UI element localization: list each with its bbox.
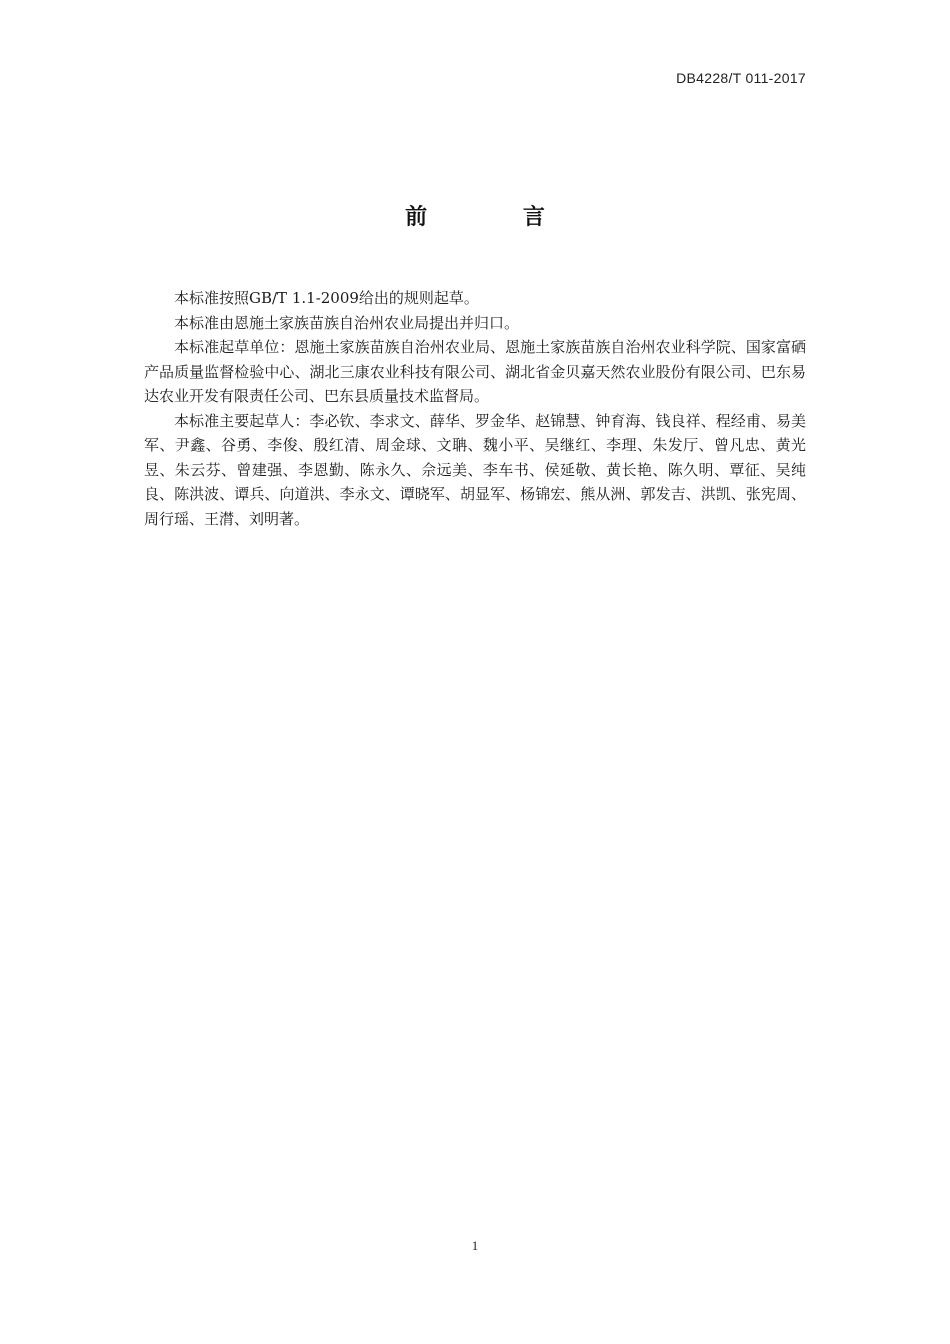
document-code: DB4228/T 011-2017 [676,70,806,86]
preface-title: 前 言 [405,205,589,230]
preface-body [144,286,806,531]
paragraph-main-drafters: 本标准主要起草人：李必钦、李求文、薛华、罗金华、赵锦慧、钟育海、钱良祥、程经甫、易美军、尹鑫、谷勇、李俊、殷红清、周金球、文聃、魏小平、吴继红、李理、朱发厅、曾凡忠、黄光昱、朱云芬、曾建强、李恩勤、陈永久、佘远美、李车书、侯延敬、黄长艳、陈久明、覃征、吴纯良、陈洪波、谭兵、向道洪、李永文、谭晓军、胡显军、杨锦宏、熊从洲、郭发吉、洪凯、张宪周、周行瑶、王潸、刘明著。 [144,411,806,528]
paragraph-drafting-units: 本标准起草单位：恩施土家族苗族自治州农业局、恩施土家族苗族自治州农业科学院、国家富硒产品质量监督检验中心、湖北三康农业科技有限公司、湖北省金贝嘉天然农业股份有限公司、巴东易达农业开发有限责任公司、巴东县质量技术监督局。 [144,338,806,405]
paragraph-proposer: 本标准由恩施土家族苗族自治州农业局提出并归口。 [174,313,520,332]
page-number: 1 [471,1238,479,1253]
paragraph-drafting-rules: 本标准按照GB/T 1.1-2009给出的规则起草。 [174,289,479,307]
